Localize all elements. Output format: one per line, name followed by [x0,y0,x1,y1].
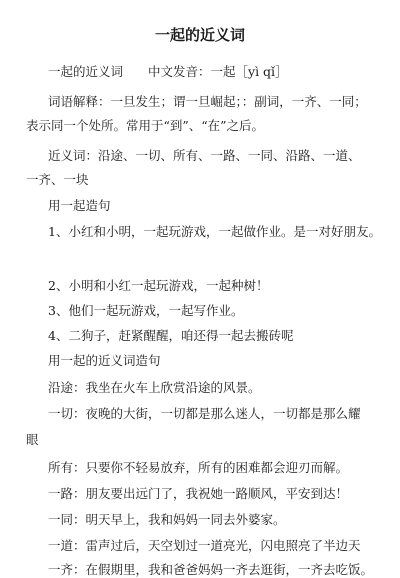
synonym-example: 一道：雷声过后，天空划过一道亮光，闪电照亮了半边天 [48,538,361,553]
synonym-example: 沿途：我坐在火车上欣赏沿途的风景。 [48,380,261,395]
synonym-example: 所有：只要你不轻易放弃，所有的困难都会迎刃而解。 [48,460,349,475]
synonym-example: 一齐：在假期里，我和爸爸妈妈一齐去逛街，一齐去吃饭。 [48,562,374,577]
section-heading: 用一起的近义词造句 [48,353,161,368]
synonym-example-continued: 眼 [26,432,39,447]
definition-line: 词语解释：一旦发生；谓一旦崛起；：副词，一齐、一同； [48,94,367,109]
pronunciation-line: 一起的近义词 中文发音：一起［yì qǐ］ [48,64,288,79]
section-heading: 用一起造句 [48,198,111,213]
example-sentence: 3、他们一起玩游戏，一起写作业。 [48,303,244,318]
document-title: 一起的近义词 [154,26,245,44]
synonym-example: 一同：明天早上，我和妈妈一同去外婆家。 [48,512,286,527]
definition-continued-line: 表示同一个处所。常用于“到”、“在”之后。 [26,118,265,133]
synonyms-line: 近义词：沿途、一切、所有、一路、一同、沿路、一道、 [48,148,361,163]
example-sentence: 2、小明和小红一起玩游戏，一起种树！ [48,278,269,293]
synonym-example: 一路：朋友要出远门了，我祝她一路顺风，平安到达！ [48,486,349,501]
synonyms-continued-line: 一齐、一块 [26,172,89,187]
synonym-example: 一切：夜晚的大街，一切都是那么迷人，一切都是那么耀 [48,406,361,421]
example-sentence: 1、小红和小明，一起玩游戏，一起做作业。是一对好朋友。 [48,224,381,239]
example-sentence: 4、二狗子，赶紧醒醒，咱还得一起去搬砖呢 [48,328,294,343]
